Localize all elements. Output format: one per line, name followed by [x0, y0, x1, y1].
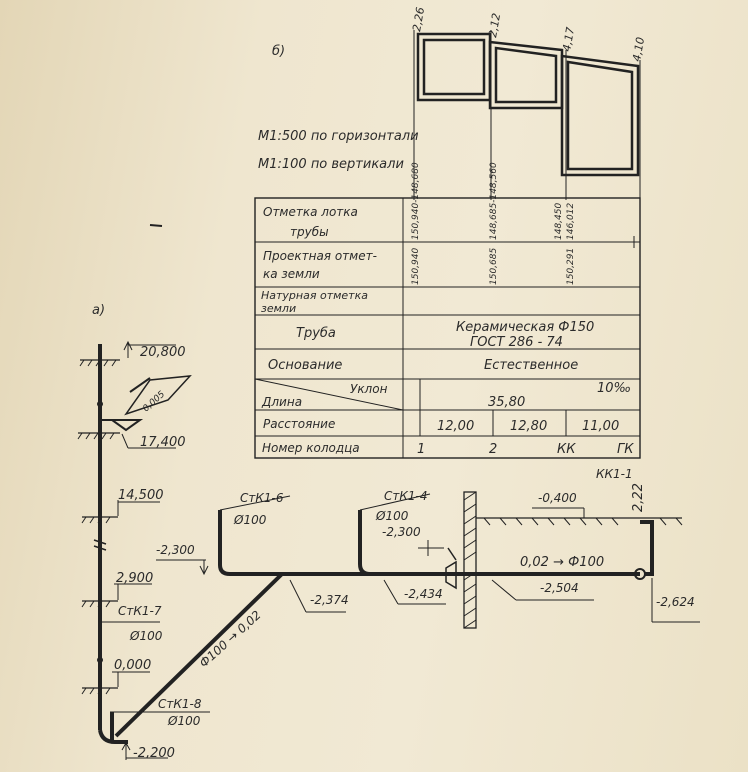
profile-elev-2: 2,12	[486, 12, 504, 39]
lvl-m2504: -2,504	[540, 581, 579, 595]
tray-value-2: 148,685-148,560	[489, 162, 499, 240]
th-natural-1: Натурная отметка	[261, 289, 368, 302]
lvl-m2300-left: -2,300	[156, 543, 195, 557]
profile-outline	[414, 30, 640, 240]
profile-elev-1: 2,26	[410, 6, 428, 33]
stk4-label: СтК1-4	[384, 489, 428, 503]
distance-1: 12,00	[437, 419, 475, 434]
th-well-number: Номер колодца	[262, 441, 360, 455]
th-pipe: Труба	[296, 326, 336, 341]
th-natural-2: земли	[261, 302, 297, 315]
stk4-diameter: Ø100	[376, 509, 409, 523]
lvl-m2624: -2,624	[656, 595, 695, 609]
pipe-material: Керамическая Ф150	[456, 320, 595, 335]
distance-2: 12,80	[510, 419, 548, 434]
stk7-label: СтК1-7	[118, 604, 162, 618]
th-tray-1: Отметка лотка	[263, 205, 358, 219]
scale-horizontal: М1:500 по горизонтали	[258, 129, 419, 144]
stk8-diameter: Ø100	[168, 714, 201, 728]
length-value: 35,80	[488, 395, 526, 410]
scale-vertical: М1:100 по вертикали	[258, 157, 404, 172]
tray-value-3b: 146,012	[566, 202, 576, 240]
stk6-diameter: Ø100	[234, 513, 267, 527]
pipe-standard: ГОСТ 286 - 74	[470, 335, 563, 350]
lvl-m2200: -2,200	[133, 746, 175, 761]
lvl-0000: 0,000	[114, 658, 152, 673]
tray-value-3a: 148,450	[554, 202, 564, 240]
th-tray-2: трубы	[290, 225, 329, 239]
lvl-20800: 20,800	[140, 345, 186, 360]
th-slope: Уклон	[350, 382, 388, 396]
lvl-m2300-mid: -2,300	[382, 525, 421, 539]
table-footer: КК1-1	[596, 467, 633, 481]
stk7-diameter: Ø100	[130, 629, 163, 643]
ground-value-2: 150,685	[489, 247, 499, 285]
diagonal-pipe-label: Ф100 → 0,02	[196, 607, 264, 671]
lvl-2-22: 2,22	[631, 483, 646, 512]
th-ground-1: Проектная отмет-	[263, 249, 377, 263]
roof-slope: 0,005	[141, 389, 168, 415]
lvl-2900: 2,900	[116, 571, 154, 586]
base-type: Естественное	[484, 358, 579, 373]
label-b: б)	[272, 44, 286, 59]
well-2: 2	[489, 442, 498, 457]
well-4: ГК	[617, 442, 634, 457]
th-ground-2: ка земли	[263, 267, 320, 281]
profile-elev-4: 4,10	[630, 36, 648, 63]
slope-value: 10‰	[597, 381, 632, 396]
lvl-m2374: -2,374	[310, 593, 349, 607]
ground-value-1: 150,940	[411, 247, 421, 285]
main-collector	[220, 510, 652, 588]
ground-value-3: 150,291	[566, 247, 576, 285]
stk8-label: СтК1-8	[158, 697, 202, 711]
th-distance: Расстояние	[263, 417, 336, 431]
th-base: Основание	[268, 358, 343, 373]
well-3: КК	[557, 442, 576, 457]
stk6-label: СтК1-6	[240, 491, 284, 505]
th-length: Длина	[262, 395, 303, 409]
lvl-17400: 17,400	[140, 435, 186, 450]
profile-elev-3: 4,17	[560, 26, 578, 53]
main-pipe-label: 0,02 → Ф100	[520, 555, 605, 570]
well-1: 1	[417, 442, 426, 457]
label-a: а)	[92, 303, 106, 318]
lvl-m2434: -2,434	[404, 587, 443, 601]
lvl-14500: 14,500	[118, 488, 164, 503]
lvl-m0400: -0,400	[538, 491, 577, 505]
distance-3: 11,00	[582, 419, 620, 434]
riser	[94, 344, 128, 742]
tray-value-1: 150,940-148,680	[411, 162, 421, 240]
